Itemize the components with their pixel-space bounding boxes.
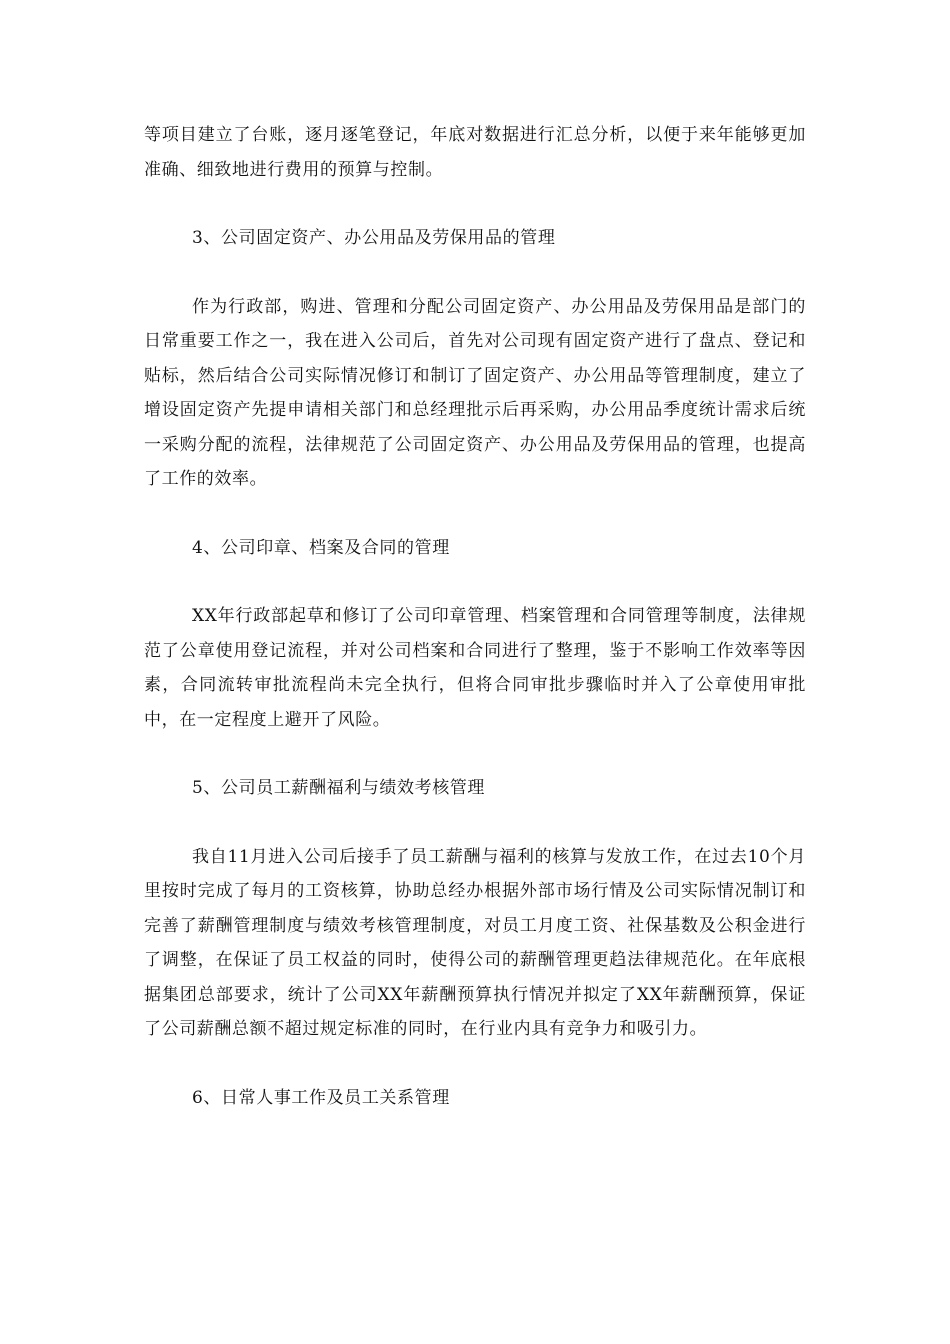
section-heading-3: 3、公司固定资产、办公用品及劳保用品的管理 [192, 228, 556, 248]
paragraph-gap [144, 806, 806, 840]
paragraph-gap [144, 565, 806, 599]
paragraph-section-3: 作为行政部，购进、管理和分配公司固定资产、办公用品及劳保用品是部门的日常重要工作之一，我在进入公司后，首先对公司现有固定资产进行了盘点、登记和贴标，然后结合公司实际情况修订和制订了固定资产、办公用品等管理制度，建立了增设固定资产先提申请相关部门和总经理批示后再采购，办公用品季度统计需求后统一采购分配的流程，法律规范了公司固定资产、办公用品及劳保用品的管理，也提高了工作的效率。 [144, 296, 806, 489]
section-heading-6: 6、日常人事工作及员工关系管理 [192, 1087, 450, 1108]
section-heading-5: 5、公司员工薪酬福利与绩效考核管理 [192, 778, 486, 798]
paragraph-gap [144, 187, 806, 221]
paragraph-continued: 等项目建立了台账，逐月逐笔登记，年底对数据进行汇总分析，以便于来年能够更加准确、细致地进行费用的预算与控制。 [144, 125, 806, 180]
paragraph-gap [144, 737, 806, 771]
section-heading-4: 4、公司印章、档案及合同的管理 [192, 537, 450, 558]
paragraph-section-5: 我自11月进入公司后接手了员工薪酬与福利的核算与发放工作，在过去10个月里按时完成了每月的工资核算，协助总经办根据外部市场行情及公司实际情况制订和完善了薪酬管理制度与绩效考核管理制度，对员工月度工资、社保基数及公积金进行了调整，在保证了员工权益的同时，使得公司的薪酬管理更趋法律规范化。在年底根据集团总部要求，统计了公司XX年薪酬预算执行情况并拟定了XX年薪酬预算，保证了公司薪酬总额不超过规定标准的同时，在行业内具有竞争力和吸引力。 [144, 846, 806, 1039]
paragraph-gap [144, 497, 806, 531]
paragraph-gap [144, 1047, 806, 1081]
paragraph-section-4: XX年行政部起草和修订了公司印章管理、档案管理和合同管理等制度，法律规范了公章使用登记流程，并对公司档案和合同进行了整理，鉴于不影响工作效率等因素，合同流转审批流程尚未完全执行，但将合同审批步骤临时并入了公章使用审批中，在一定程度上避开了风险。 [144, 606, 806, 730]
paragraph-gap [144, 256, 806, 290]
document-body [144, 118, 806, 1115]
